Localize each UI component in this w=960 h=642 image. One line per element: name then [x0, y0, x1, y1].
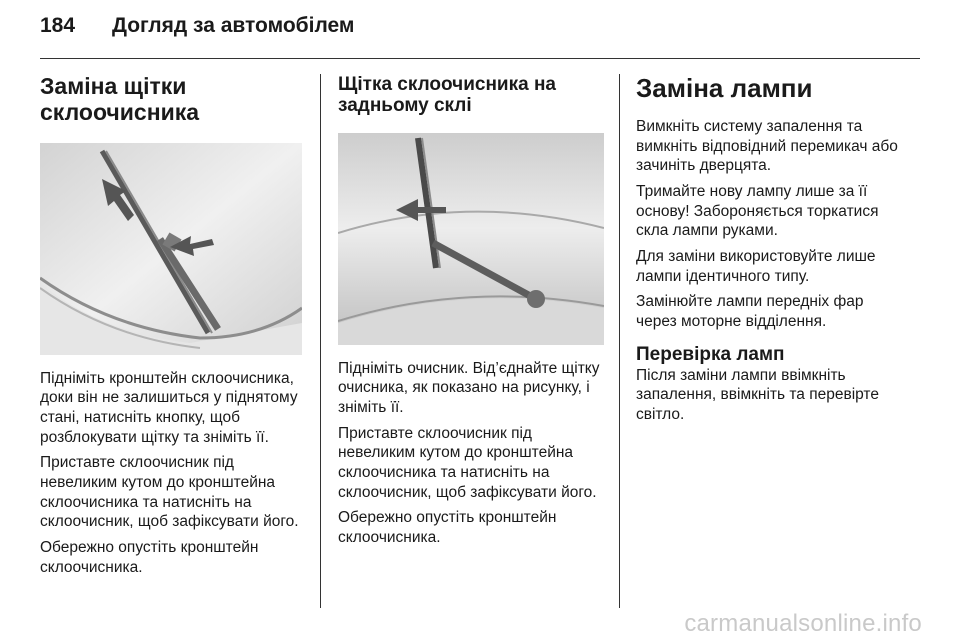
heading-line: задньому склі — [338, 95, 472, 117]
column-divider-2 — [619, 74, 620, 608]
subheading-bulb-check: Перевірка ламп — [636, 343, 785, 365]
figure-rear-wiper — [338, 133, 604, 345]
arrow-icon — [396, 199, 446, 221]
section-heading-wiper-blade — [40, 74, 302, 126]
paragraph: Після заміни лампи ввімкніть запалення, ввімкніть та перевірте світло. — [636, 366, 879, 424]
paragraph: Обережно опустіть кронштейн склоочисника. — [40, 538, 259, 576]
paragraph: Обережно опустіть кронштейн склоочисника. — [338, 509, 557, 546]
arrow-icon — [102, 179, 134, 221]
watermark: carmanualsonline.info — [684, 610, 922, 637]
page-title: Догляд за автомобілем — [112, 14, 355, 37]
figure-front-wiper — [40, 143, 302, 355]
heading-line: Щітка склоочисника на — [338, 74, 556, 95]
heading-line: склоочисника — [40, 98, 200, 125]
column-wiper-blade — [40, 74, 302, 583]
section-heading-bulb-replacement: Заміна лампи — [636, 73, 813, 103]
column-divider-1 — [320, 74, 321, 608]
column-bulb-replacement — [636, 74, 902, 431]
paragraph: Для заміни використовуйте лише лампи ідентичного типу. — [636, 248, 876, 285]
paragraph: Вимкніть систему запалення та вимкніть відповідний перемикач або зачиніть дверцята. — [636, 118, 898, 175]
section-heading-rear-wiper — [338, 74, 604, 117]
column-rear-wiper — [338, 74, 604, 554]
paragraph: Приставте склоочисник під невеликим кутом до кронштейна склоочисника та натисніть на склоочисник, щоб зафіксувати його. — [40, 454, 299, 531]
paragraph: Приставте склоочисник під невеликим кутом до кронштейна склоочисника та натисніть на склоочисник, щоб зафіксувати його. — [338, 424, 597, 501]
heading-line: Заміна щітки — [40, 73, 187, 99]
arrow-icon — [170, 236, 214, 256]
paragraph: Тримайте нову лампу лише за її основу! Забороняється торкатися скла лампи руками. — [636, 183, 879, 240]
page-number: 184 — [40, 14, 76, 37]
page-header — [40, 14, 354, 44]
header-divider — [40, 58, 920, 59]
paragraph: Підніміть кронштейн склоочисника, доки він не залишиться у піднятому стані, натисніть кнопку, щоб розблокувати щітку та зніміть її. — [40, 369, 298, 446]
paragraph: Замінюйте лампи передніх фар через моторне відділення. — [636, 293, 864, 331]
paragraph: Підніміть очисник. Від’єднайте щітку очисника, як показано на рисунку, і зніміть її. — [338, 359, 600, 416]
